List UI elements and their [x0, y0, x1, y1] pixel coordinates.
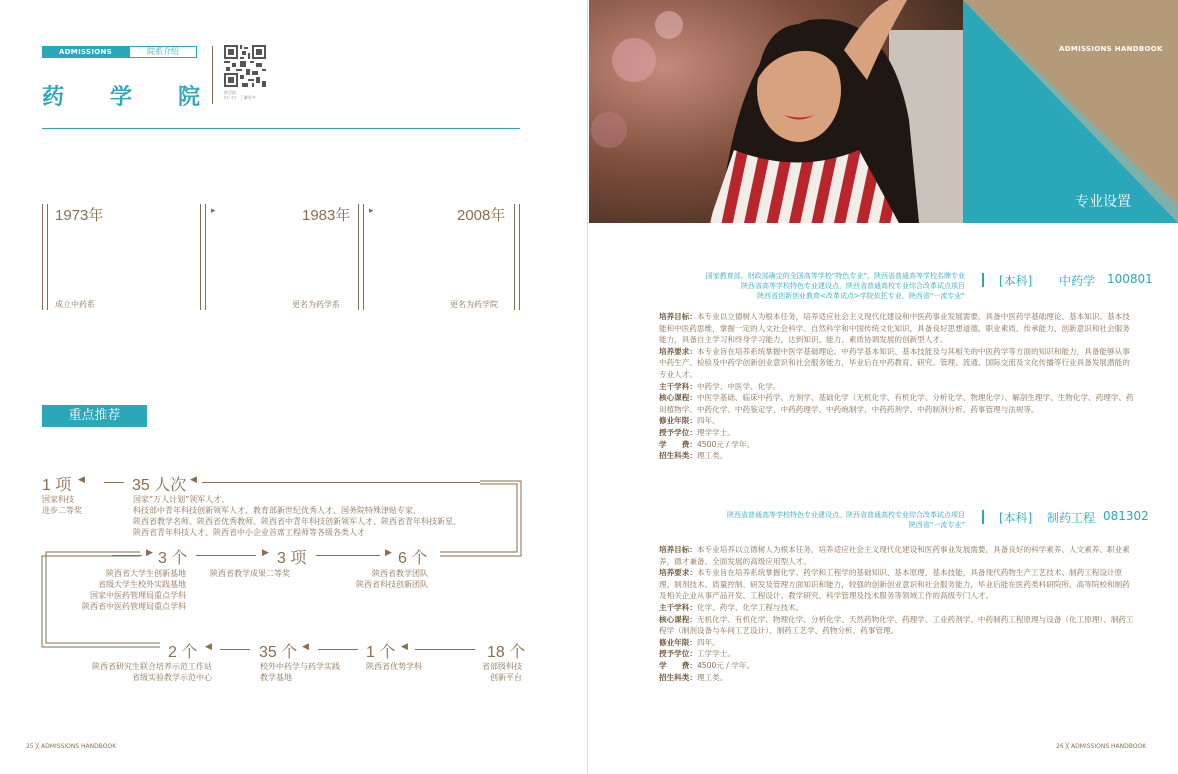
- stat-bases-count: 3 个: [158, 550, 188, 567]
- connector-line: [112, 555, 142, 556]
- chevron-left-icon: ◀: [401, 642, 408, 652]
- stat-platforms-count: 18 个: [487, 644, 526, 661]
- program-1-field: 培养目标：本专业以立德树人为根本任务，培养适应社会主义现代化建设和中医药事业发展需要，具备中医药学基础理论、基本知识、基本技能和中医药思维，掌握一定的人文社会科学、自然科学和中国传统文化知识，具备良好思想道德、职业素质、传承能力、创新意识和社会服务能力，具备自主学习和终身学习能力，达到知识、能力、素质协调发展的创新型人才。: [659, 312, 1130, 345]
- stat-disciplines-desc: 陕西省优势学科: [366, 662, 422, 671]
- program-2-field: 主干学科：化学、药学、化学工程与技术。: [659, 602, 804, 612]
- page-footer: 25 ╳ ADMISSIONS HANDBOOK: [26, 743, 117, 750]
- college-title-char-3: 院: [178, 85, 201, 110]
- program-1-honors: 国家教育部、财政部确定的全国高等学校“特色专业”，陕西省普通高等学校名牌专业 陕西省高等学校特色专业建设点，陕西省普通高校专业综合改革试点项目 陕西省创新创业教育<改革试点>学院依托专业，陕西省“一流专业”: [705, 272, 965, 300]
- program-1-field: 核心课程：中医学基础、临床中药学、方剂学、基础化学（无机化学、有机化学、分析化学、物理化学）、解剖生理学、生物化学、药理学、药用植物学、中药化学、中药鉴定学、中药药理学、中药炮制学、中药药剂学、中药制剂分析、药事管理与法规等。: [659, 393, 1134, 414]
- stat-disciplines-count: 1 个: [366, 644, 396, 661]
- stat-teams-count: 6 个: [398, 550, 428, 567]
- stat-stations-count: 2 个: [168, 644, 198, 661]
- chevron-right-icon: ▸: [369, 206, 374, 216]
- connector-line: [220, 649, 250, 650]
- program-2-field: 核心课程：无机化学、有机化学、物理化学、分析化学、天然药物化学、药理学、工业药剂学、中药制药工程原理与设备（化工原理）、制药工程学（制剂设备与车间工艺设计）、制药工艺学、药物分析、药事管理。: [659, 614, 1134, 636]
- timeline-desc-2: 更名为药学系: [292, 300, 340, 309]
- section-title: 专业设置: [1075, 194, 1131, 210]
- handbook-tag: ADMISSIONS HANDBOOK: [42, 46, 129, 58]
- timeline-bar-4: [514, 204, 520, 310]
- program-1-field: 培养要求：本专业旨在培养系统掌握中医学基础理论、中药学基本知识、基本技能及与其相关的中医药学等方面的知识和能力，具备能够从事中药生产、检验及中药学创新创业意识和社会服务能力，毕业后在中药教育、研究、管理、流通、国际交流及文化传播等行业具备发展潜能的专业人才。: [659, 346, 1130, 379]
- stat-talents-count: 35 人次: [132, 477, 187, 494]
- chevron-left-icon: ◀: [78, 475, 85, 485]
- program-2-field: 学 费：4500元 / 学年。: [659, 660, 755, 670]
- stat-teams-desc: 陕西省教学团队 陕西省科技创新团队: [356, 569, 428, 589]
- program-1-divider: [982, 273, 984, 287]
- timeline-bar-3: [358, 204, 364, 310]
- timeline-year-2: 1983年: [302, 207, 351, 224]
- chevron-right-icon: ▶: [262, 548, 269, 558]
- handbook-tag-right: ADMISSIONS HANDBOOK: [1059, 45, 1163, 53]
- qr-code-icon[interactable]: [224, 45, 266, 87]
- program-2-name: 制药工程: [1047, 511, 1096, 525]
- chevron-left-icon: ◀: [302, 642, 309, 652]
- header-divider: [212, 46, 213, 104]
- header-rule: [42, 128, 520, 129]
- connector-line: [318, 649, 358, 650]
- right-page: [589, 0, 1178, 774]
- chevron-left-icon: ◀: [190, 475, 197, 485]
- stat-talents-desc: 国家“万人计划”领军人才、 科技部中青年科技创新领军人才、教育部新世纪优秀人才、国务院特殊津贴专家、 陕西省教学名师、陕西省优秀教师、陕西省中青年科技创新领军人才、陕西省青年科技新星、 陕西省青年科技人才、陕西省中小企业首席工程师等各级各类人才: [133, 495, 461, 537]
- program-2-field: 招生科类：理工类。: [659, 672, 728, 682]
- timeline-bar-1: [42, 204, 48, 310]
- program-2-honors: 陕西省普通高等学校特色专业建设点，陕西省普通高校专业综合改革试点项目 陕西省“一流专业”: [727, 511, 965, 529]
- connector-line: [316, 555, 380, 556]
- program-1-details: [659, 311, 1137, 462]
- stat-stations-desc: 陕西省研究生联合培养示范工作站 省级实验教学示范中心: [92, 662, 212, 682]
- program-2-field: 培养要求：本专业旨在培养系统掌握化学、药学和工程学的基础知识、基本原理、基本技能，具备现代药物生产工艺技术、制药工程设计原理、制剂技术、质量控制、研发及管理方面知识和能力，较强的创新创业意识和社会服务能力，毕业后能在医药类科研院所、高等院校和制药及相关企业从事产品开发、工程设计、教学研究、科学管理及技术服务等领域工作的高级专门人才。: [659, 568, 1130, 601]
- focus-label: 重点推荐: [42, 405, 147, 427]
- qr-caption: 药学院 扫一扫 · 了解更多: [224, 90, 256, 100]
- program-2-field: 修业年限：四年。: [659, 637, 720, 647]
- program-2-details: [659, 544, 1137, 683]
- program-1-field: 授予学位：理学学士。: [659, 427, 735, 437]
- timeline-year-1: 1973年: [55, 207, 104, 224]
- connector-line: [104, 482, 124, 483]
- decorative-panel: [963, 0, 1178, 223]
- chevron-right-icon: ▶: [146, 548, 153, 558]
- stat-practice-bases-count: 35 个: [259, 644, 298, 661]
- timeline-desc-3: 更名为药学院: [450, 300, 498, 309]
- college-title-char-1: 药: [42, 85, 65, 110]
- connector-line: [202, 482, 480, 483]
- stat-awards-desc: 国家科技 进步二等奖: [42, 495, 82, 515]
- stat-bases-desc: 陕西省大学生创新基地 省级大学生校外实践基地 国家中医药管理局重点学科 陕西省中医药管理局重点学科: [82, 569, 186, 611]
- left-page: [0, 0, 588, 774]
- connector-line: [415, 649, 475, 650]
- chevron-right-icon: ▶: [385, 548, 392, 558]
- section-tag: 院系介绍: [129, 46, 197, 58]
- program-1-field: 修业年限：四年。: [659, 416, 720, 426]
- stat-platforms-desc: 省部级科技 创新平台: [482, 662, 522, 682]
- program-1-name: 中药学: [1059, 274, 1096, 288]
- timeline-bar-2: [200, 204, 206, 310]
- connector-line: [196, 555, 256, 556]
- program-1-field: 主干学科：中药学、中医学、化学。: [659, 381, 781, 391]
- program-2-divider: [982, 510, 984, 524]
- program-1-level: [本科]: [999, 274, 1033, 288]
- stat-practice-bases-desc: 校外中药学与药学实践 教学基地: [260, 662, 340, 682]
- page-footer-right: 26 ╳ ADMISSIONS HANDBOOK: [1056, 743, 1147, 750]
- program-1-code: 100801: [1107, 272, 1153, 286]
- program-2-field: 授予学位：工学学士。: [659, 649, 735, 659]
- program-1-field: 学 费：4500元 / 学年。: [659, 439, 755, 449]
- program-2-field: 培养目标：本专业培养以立德树人为根本任务，培养适应社会主义现代化建设和医药事业发展需要，具备良好的科学素养、人文素养、职业素养，德才兼备、全面发展的高级应用型人才。: [659, 545, 1130, 566]
- timeline-desc-1: 成立中药系: [55, 300, 95, 309]
- student-photo: [589, 0, 964, 223]
- program-2-code: 081302: [1103, 509, 1149, 523]
- chevron-right-icon: ▸: [211, 206, 216, 216]
- program-2-level: [本科]: [999, 511, 1033, 525]
- college-title-char-2: 学: [110, 85, 133, 110]
- program-1-field: 招生科类：理工类。: [659, 451, 728, 461]
- stat-teaching-awards-count: 3 项: [277, 550, 307, 567]
- timeline-year-3: 2008年: [457, 207, 506, 224]
- stat-awards-count: 1 项: [42, 477, 72, 494]
- stat-teaching-awards-desc: 陕西省教学成果二等奖: [210, 569, 290, 578]
- chevron-left-icon: ◀: [205, 642, 212, 652]
